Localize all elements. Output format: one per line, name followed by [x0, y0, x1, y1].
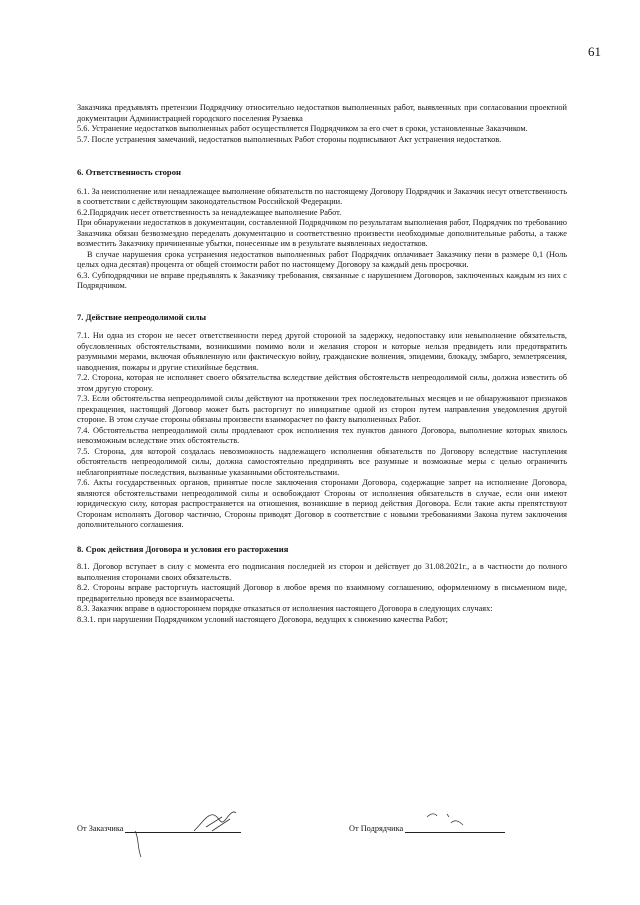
section-6-heading: 6. Ответственность сторон — [77, 167, 181, 177]
customer-signature-scribble-icon — [192, 809, 238, 835]
clause-8-3: 8.3. Заказчик вправе в одностороннем порядке отказаться от исполнения настоящего Договора в следующих случаях: — [77, 604, 493, 613]
clause-6-3: 6.3. Субподрядчики не вправе предъявлять к Заказчику требования, связанные с нарушением Договоров, заключенных каждым из них с Подрядчиком. — [77, 270, 567, 290]
intro-paragraph: Заказчика предъявлять претензии Подрядчику относительно недостатков выполненных работ, выявленных при согласовании проектной документации Администрацией городского поселения Рузаевка — [77, 103, 567, 123]
customer-signature-label: От Заказчика — [77, 824, 124, 833]
customer-signature-tail-icon — [131, 829, 151, 859]
clause-6-1: 6.1. За неисполнение или ненадлежащее выполнение обязательств по настоящему Договору Подрядчик и Заказчик несут ответственность в соответствии с действующим законодательством Российской Федерации. — [77, 186, 567, 206]
clause-8-1: 8.1. Договор вступает в силу с момента его подписания последней из сторон и действует до 31.08.2021г., а в частности до полного выполнения сторонами своих обязательств. — [77, 562, 567, 582]
clause-6-2: 6.2.Подрядчик несет ответственность за ненадлежащее выполнение Работ. — [77, 207, 342, 217]
clause-5-6: 5.6. Устранение недостатков выполненных работ осуществляется Подрядчиком за его счет в сроки, установленные Заказчиком. — [77, 124, 528, 133]
clause-7-4: 7.4. Обстоятельства непреодолимой силы продлевают срок исполнения тех пунктов данного Договора, выполнение которых явилось невозможным вследствие этих обстоятельств. — [77, 425, 567, 445]
clause-5-7: 5.7. После устранения замечаний, недостатков выполненных Работ стороны подписывают Акт устранения недостатков. — [77, 134, 502, 144]
clause-8-3-1: 8.3.1. при нарушении Подрядчиком условий настоящего Договора, ведущих к снижению качества Работ; — [77, 614, 448, 624]
clause-6-2-penalty: В случае нарушения срока устранения недостатков выполненных работ Подрядчик оплачивает Заказчику пени в размере 0,1 (Ноль целых одна десятая) процента от общей стоимости работ по настоящему Договору за каждый день просрочки. — [77, 249, 567, 269]
page-number: 61 — [588, 44, 601, 59]
clause-8-2: 8.2. Стороны вправе расторгнуть настоящий Договор в любое время по взаимному соглашению, оформленному в письменном виде, предварительно проведя все взаиморасчеты. — [77, 583, 567, 603]
clause-7-1: 7.1. Ни одна из сторон не несет ответственности перед другой стороной за задержку, недопоставку или невыполнение обязательств, обусловленных обстоятельствами, возникшими помимо воли и желания сторон и которые нельзя предвидеть или предотвратить разумными мерами, включая объявленную или фактическую войну, гражданские волнения, эпидемии, блокаду, эмбарго, землетрясения, наводнения, пожары и другие стихийные бедствия. — [77, 331, 567, 372]
clause-6-2-detail: При обнаружении недостатков в документации, составленной Подрядчиком по результатам выполнения работ, Подрядчик по требованию Заказчика обязан безвозмездно переделать документацию и соответственно произвести необходимые дополнительные работы, а также возместить Заказчику причиненные убытки, понесенные им в результате выявленных недостатков. — [77, 218, 567, 248]
clause-7-6: 7.6. Акты государственных органов, принятые после заключения сторонами Договора, содержащие запрет на исполнение Договора, являются обстоятельствами непреодолимой силы и освобождают Стороны от исполнения обязательств в случае, если они имеют юридическую силу, которая распространяется на отношения, возникшие в период действия Договора. Если такие акты препятствуют Сторонам исполнять Договор частично, Стороны приводят Договор в соответствие с новыми требованиями Закона путем заключения дополнительного соглашения. — [77, 478, 567, 529]
signature-area — [77, 823, 567, 863]
clause-7-2: 7.2. Сторона, которая не исполняет своего обязательства вследствие действия обстоятельств непреодолимой силы, должна известить об этом другую сторону. — [77, 373, 567, 393]
clause-7-3: 7.3. Если обстоятельства непреодолимой силы действуют на протяжении трех последовательных месяцев и не обнаруживают признаков прекращения, настоящий Договор может быть расторгнут по инициативе одной из сторон путем направления уведомления другой стороне. В этом случае стороны обязаны произвести взаиморасчет по факту выполненных Работ. — [77, 394, 567, 424]
document-body — [77, 103, 567, 625]
section-7-heading: 7. Действие непреодолимой силы — [77, 311, 207, 322]
section-8-heading: 8. Срок действия Договора и условия его расторжения — [77, 543, 289, 554]
clause-7-5: 7.5. Сторона, для которой создалась невозможность надлежащего исполнения обязательств по Договору вследствие наступления обстоятельств непреодолимой силы, должна самостоятельно предпринять все разумные и возможные меры с целью ограничить неблагоприятные последствия, вызванные указанными обстоятельствами. — [77, 446, 567, 477]
contractor-signature-label: От Подрядчика — [349, 824, 404, 833]
contractor-signature-scribble-icon — [425, 811, 465, 831]
